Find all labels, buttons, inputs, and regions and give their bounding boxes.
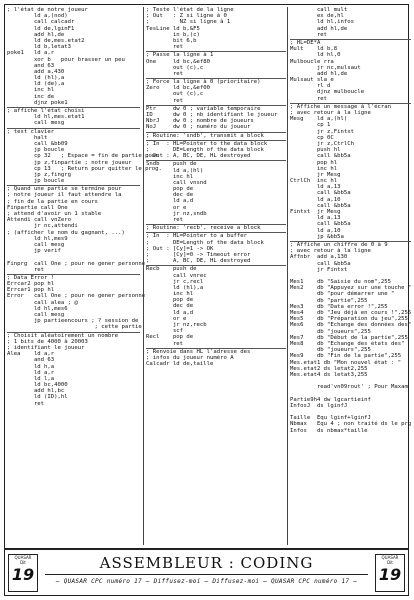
code-line: ld a,d	[146, 198, 194, 205]
code-line: in b,(c)	[146, 31, 200, 38]
code-line: djnz poke1	[7, 99, 68, 106]
code-line: ; DE=Length of the data block	[146, 239, 264, 246]
code-line: call mesg	[7, 120, 65, 127]
code-line: NoJ dw 0 ; numéro du joueur	[146, 124, 251, 131]
code-line: ld (hl),a	[7, 75, 65, 82]
code-line: ret	[7, 266, 45, 273]
code-line: ; Affiche un message à l'écran	[290, 103, 392, 110]
code-line: ; In : HL=Pointer to the data block	[146, 140, 268, 147]
code-column-2	[143, 7, 286, 545]
code-line: db "partie",255	[290, 297, 368, 304]
code-line: ; fin de la partie en cours	[7, 198, 98, 205]
code-line: ld b,letat3	[7, 44, 71, 51]
code-line: Affnbr add a,130	[290, 254, 348, 261]
code-line: ; notre joueur il faut attendre la	[7, 192, 122, 199]
page-number: 19	[378, 565, 402, 584]
code-line: InfosJ ds lginfJ	[290, 402, 348, 409]
code-line: Ptr dw 0 ; variable temporaire	[146, 105, 261, 112]
code-line: jr Mesg	[290, 171, 341, 178]
code-line: call &bb09	[7, 140, 68, 147]
code-line: jr nc,attendi	[7, 223, 78, 230]
badge-label: QUASAR	[14, 555, 32, 560]
code-line: pop hl	[290, 159, 338, 166]
code-line: ; Force la ligne à 0 (prioritaire)	[146, 79, 261, 86]
code-line: Errcar2 pop hl	[7, 281, 55, 288]
code-line: djnz mulboucle	[290, 89, 365, 96]
code-line: cp 1	[290, 122, 331, 129]
code-line: ld h,a	[7, 363, 55, 370]
code-line: jr c,recl	[146, 278, 204, 285]
code-line: Mulboucle rra	[290, 58, 334, 65]
code-line: ex de,hl	[290, 13, 344, 20]
code-line: halt	[7, 134, 48, 141]
code-line: ret	[146, 217, 184, 223]
code-line: Sndb push de	[146, 161, 197, 168]
code-line: call &bb5a	[290, 202, 351, 209]
page-number: 19	[11, 565, 35, 584]
code-line: add hl,de	[290, 25, 348, 32]
code-line: Infos ds nbmax*taille	[290, 427, 368, 434]
code-line: jr nz,recb	[146, 322, 207, 328]
code-line: Errcar1 pop hl	[7, 287, 55, 294]
code-line: add a,430	[7, 68, 65, 75]
code-line: jp &bb5a	[290, 233, 344, 240]
code-line: Mes.etat2 ds letat2,255	[290, 365, 368, 372]
code-line: jr nz,sndb	[146, 210, 207, 217]
code-line: ; cette partie	[7, 324, 142, 331]
code-line: inc hl	[146, 173, 194, 180]
code-line: ; 1 bits de 4000 à 20003	[7, 338, 88, 345]
code-line: jp partieencours ; ? session de	[7, 318, 139, 325]
code-line: ret	[290, 31, 328, 38]
code-line: call mult	[290, 7, 348, 13]
code-line: jr nc,mulsaut	[290, 64, 361, 71]
code-line: ; Renvoie dans HL l'adresse des	[146, 348, 251, 355]
code-line: ld a,13	[290, 184, 341, 191]
code-line: ld l,a	[7, 375, 55, 382]
code-line: ret	[146, 44, 184, 51]
code-line: ; Routine: 'sndb', transmit a block	[146, 132, 264, 139]
code-line: ret	[290, 95, 328, 102]
code-line: ret	[146, 97, 184, 104]
code-line: call alea ; @	[7, 299, 78, 306]
code-line: xor b pour brasser un peu	[7, 56, 125, 63]
code-line: Recb push de	[146, 266, 197, 273]
code-line: ld bc,4000	[7, 382, 68, 389]
code-line: Attendi call vnZero	[7, 217, 71, 224]
code-line: call &bb5a	[290, 221, 351, 228]
code-line: ; Out : [Cy]=1 -> OK	[146, 245, 214, 252]
code-line: Mes8 db "Echange des états des"	[290, 340, 405, 347]
code-line: CtrlCh inc hl	[290, 178, 338, 185]
code-line: Partie9h4 dw lgcartieinf	[290, 396, 371, 403]
code-line: call mesg	[7, 241, 65, 248]
code-line: ret	[7, 400, 45, 407]
page-number-badge-left	[8, 554, 38, 592]
code-line: ld hl,infos	[290, 19, 354, 26]
code-line: ld a,d	[146, 309, 194, 316]
code-line: ; Choisit aléatoirement un nombre	[7, 332, 119, 339]
code-line: Mes2 db "Appuyez sur une touche "	[290, 285, 412, 292]
code-line: ld a,(nod)	[7, 13, 68, 20]
code-line: Taille Equ lginf+lginfJ	[290, 415, 371, 422]
code-line: ld hl,mes.etat1	[7, 114, 85, 121]
code-line: Mes.etat4 ds letat3,255	[290, 371, 368, 378]
badge-label: QUASAR	[381, 555, 399, 560]
code-line: Finpartie call One	[7, 204, 68, 211]
code-line: pop de	[146, 297, 194, 304]
code-line: pop de	[146, 186, 194, 193]
code-line: inc hl	[7, 87, 55, 94]
code-line: jp boucle	[7, 178, 65, 185]
code-line: add hl,bc	[7, 388, 65, 395]
code-line: Finprg call One ; pour ne gener personne	[7, 260, 146, 267]
code-line: ; l'état de notre joueur	[7, 7, 88, 13]
code-line: scf	[146, 328, 184, 335]
code-line: call calcadr	[7, 19, 75, 26]
code-line: TesLine ld b,&F5	[146, 25, 200, 32]
code-line: add hl,de	[7, 31, 65, 38]
code-line: ret	[146, 340, 184, 347]
code-line: ld (ID),hl	[7, 394, 68, 401]
page-footer	[5, 548, 408, 598]
code-line: NbrJ dw 0 ; nombre de joueurs	[146, 118, 254, 125]
code-line: out (c),c	[146, 91, 204, 98]
code-line: ret	[146, 70, 184, 77]
code-line: db "joueurs",255	[290, 347, 371, 354]
code-line: Mes1 db "Saisie du nom",255	[290, 279, 392, 286]
code-line: jp verif	[7, 248, 61, 255]
code-line: Mesg ld a,(hl)	[290, 116, 348, 123]
code-line: ; Teste l'état de la ligne	[146, 7, 234, 13]
code-line: ld a,10	[290, 196, 341, 203]
code-line: ; identifiant le joueur	[7, 344, 85, 351]
listing-page	[4, 4, 412, 596]
code-line: call &bb5a	[290, 153, 351, 160]
code-line: Nbmax Equ 4 ; non traité ds le prg	[290, 421, 412, 428]
code-line: call &bb5a	[290, 260, 351, 267]
code-line: dec de	[146, 303, 194, 310]
code-line: cp 0C	[290, 134, 334, 141]
page-tagline: — QUASAR CPC numéro 17 — Diffusez-moi — Diffusez-moi — QUASAR CPC numéro 17 —	[55, 578, 358, 585]
code-line: Alea ld a,r	[7, 351, 55, 358]
code-line: ld hl,0	[290, 52, 341, 59]
code-line: dec de	[146, 192, 194, 199]
badge-sub: Dit	[387, 560, 393, 565]
code-line: rl d	[290, 83, 331, 90]
code-column-1	[7, 7, 162, 545]
code-line: Error call One ; pour ne gener personne	[7, 293, 146, 300]
code-line: push hl	[290, 147, 341, 154]
code-line: Recl pop de	[146, 334, 194, 341]
code-line: ; Passe la ligne à 1	[146, 52, 214, 59]
code-line: ld de,lginF1	[7, 25, 75, 32]
code-line: ld hl,mes9	[7, 235, 68, 242]
code-line: Mes9 db "Fin de la partie",255	[290, 353, 402, 360]
code-line: ld a,10	[290, 227, 341, 234]
code-line: Mult ld b,8	[290, 46, 338, 53]
code-line: inc hl	[146, 291, 194, 298]
code-line: and 63	[7, 62, 55, 69]
code-line: Mulsaut sla e	[290, 77, 334, 84]
code-line: Mes7 db "Début de la partie",255	[290, 334, 408, 341]
code-line: Mes5 db "Préparation du jeu",255	[290, 316, 408, 323]
code-line: ; A, BC, DE, HL destroyed	[146, 258, 251, 265]
code-line: ; HL=DE*A	[290, 39, 321, 46]
code-line: ; Routine: 'recb', receive a block	[146, 225, 261, 232]
code-line: Mes3 db "Data error !",255	[290, 303, 388, 310]
code-line: db "joueurs",255	[290, 328, 371, 335]
code-line: Mes4 db "Jeu déjà en cours !",255	[290, 310, 412, 316]
code-line: poke1 ld a,r	[7, 50, 55, 57]
code-line: ; NZ si ligne à 1	[146, 19, 231, 26]
code-line: read'vn09rout' ; Pour Maxam	[290, 384, 408, 391]
code-line: ld a,r	[7, 369, 55, 376]
code-line: db "pour démarrer une "	[290, 291, 395, 298]
code-line: ld (hl),a	[146, 284, 204, 291]
code-line: ; Out : A, BC, DE, HL destroyed	[146, 153, 251, 160]
code-line: ; Quand une partie se termine pour	[7, 186, 122, 193]
code-line: ld (de),a	[7, 81, 65, 88]
code-line: call &bb5a	[290, 190, 351, 197]
code-line: jr Fintxt	[290, 266, 348, 273]
code-line: out (c),c	[146, 64, 204, 71]
code-line: call vnsnd	[146, 179, 207, 186]
badge-sub: Dit	[20, 560, 26, 565]
code-line: Fintxt jr Mesg	[290, 209, 341, 215]
code-line: call mesg	[7, 312, 65, 318]
code-line: ; Affiche un chiffre de 0 à 9	[290, 241, 388, 248]
code-line: Mes.etat1 db "Mon nouvel état : "	[290, 359, 402, 366]
code-line: ; infos du joueur numéro A	[146, 354, 234, 361]
code-line: One ld bc,&ef80	[146, 58, 210, 65]
code-line: cp 32 ; Espace = fin de partie pour	[7, 153, 159, 160]
code-line: ld hl,mes6	[7, 305, 68, 312]
code-line: ; attend d'avoir un 1 stable	[7, 211, 102, 217]
code-line: jr z,CtrlCh	[290, 140, 354, 147]
code-line: or e	[146, 315, 187, 322]
page-title: ASSEMBLEUR : CODING	[45, 554, 368, 575]
code-line: inc hl	[290, 165, 338, 172]
code-line: ; [Cy]=0 -> Timeout error	[146, 251, 251, 258]
code-line: and 63	[7, 357, 55, 364]
code-line: jp z,fingrg	[7, 171, 71, 178]
code-line: jp z,finpartie ; notre joueur	[7, 159, 132, 166]
code-line: cp 13 ; Return pour quitter le prog.	[7, 165, 162, 172]
code-line: ; DE=Length of the data block	[146, 146, 264, 153]
code-line: ; affiche l'état choisi	[7, 108, 85, 114]
page-number-badge-right	[375, 554, 405, 592]
code-line: or e	[146, 204, 187, 211]
code-line: ld de,mes.etat2	[7, 37, 85, 44]
code-line: ld a,13	[290, 215, 341, 222]
code-line: ; avec retour à la ligne	[290, 248, 371, 255]
code-line: ; Out : Z si ligne à 0	[146, 13, 227, 20]
code-line: ; test clavier	[7, 128, 55, 135]
code-line: inc de	[7, 93, 55, 100]
code-line: ; avec retour à la ligne	[290, 110, 371, 116]
code-line: add hl,de	[290, 70, 348, 77]
code-line: ; Data Error !	[7, 274, 55, 281]
code-column-3	[287, 7, 411, 545]
code-line: ID dw 0 ; nb identifiant le joueur	[146, 112, 278, 118]
code-line: Zero ld bc,&ef00	[146, 85, 210, 92]
code-line: Calcadr ld de,taille	[146, 361, 214, 368]
code-line: ld a,(hl)	[146, 167, 204, 174]
code-line: bit 6,b	[146, 37, 197, 44]
code-line: call vnrec	[146, 272, 207, 279]
code-line: ; (afficher le nom du gagnant, ...)	[7, 229, 125, 236]
code-line: jr z,Fintxt	[290, 128, 354, 135]
code-line: Mes6 db "Echange des données des"	[290, 322, 412, 329]
code-line: jp boucle	[7, 147, 65, 154]
code-line: ; In : HL=Pointer to a buffer	[146, 233, 248, 240]
